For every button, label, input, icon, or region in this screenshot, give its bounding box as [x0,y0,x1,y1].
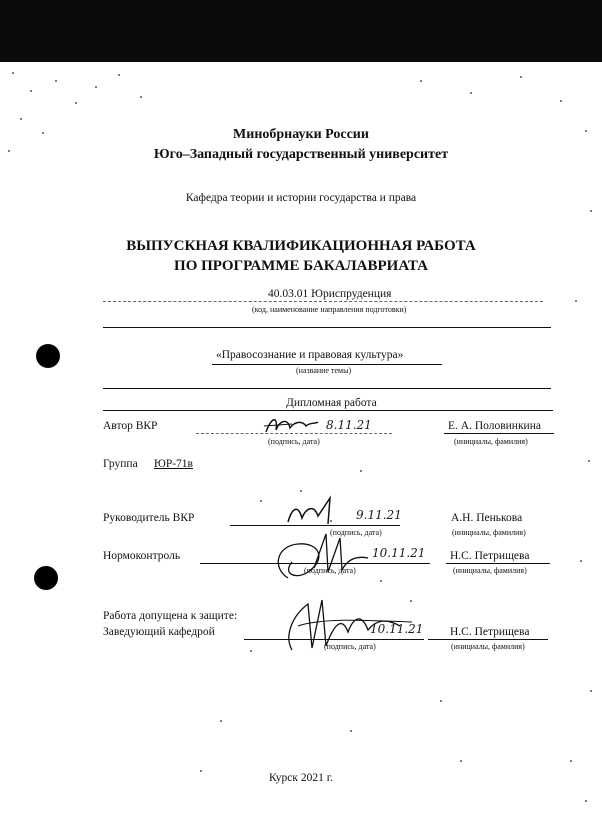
topic-value: «Правосознание и правовая культура» [216,349,404,361]
head-of-department-name: Н.С. Петрищева [450,626,530,638]
supervisor-label: Руководитель ВКР [103,512,195,524]
punch-hole-lower [34,566,58,590]
admission-label: Работа допущена к защите: [103,610,238,622]
document-title-line2: ПО ПРОГРАММЕ БАКАЛАВРИАТА [174,258,428,274]
document-title-line1: ВЫПУСКНАЯ КВАЛИФИКАЦИОННАЯ РАБОТА [126,238,476,254]
author-sign-caption: (подпись, дата) [268,437,320,446]
ministry-name: Минобрнауки России [233,127,369,142]
supervisor-signature [284,494,354,530]
program-value: 40.03.01 Юриспруденция [268,288,392,300]
scan-top-dark-edge [0,0,602,62]
normcontrol-name-caption: (инициалы, фамилия) [453,566,527,575]
normcontrol-name: Н.С. Петрищева [450,550,530,562]
work-type-underline [103,410,553,411]
author-name-line [444,433,554,434]
normcontrol-sign-caption: (подпись, дата) [304,566,356,575]
normcontrol-signature [268,528,378,588]
punch-hole-upper [36,344,60,368]
head-of-department-label: Заведующий кафедрой [103,626,215,638]
author-label: Автор ВКР [103,420,158,432]
author-sign-date: 8.11.21 [326,418,372,432]
normcontrol-label: Нормоконтроль [103,550,181,562]
university-name: Юго–Западный государственный университет [153,147,449,162]
admission-name-caption: (инициалы, фамилия) [451,642,525,651]
author-signature [262,414,322,438]
department-name: Кафедра теории и истории государства и права [185,192,417,204]
author-name: Е. А. Половинкина [448,420,541,432]
group-label: Группа [103,458,138,470]
normcontrol-name-line [446,563,550,564]
city-year: Курск 2021 г. [268,772,334,784]
supervisor-sign-date: 9.11.21 [356,508,402,522]
admission-sign-date: 10.11.21 [370,622,424,636]
program-underline [103,301,543,302]
program-caption: (код, наименование направления подготовки) [252,305,407,314]
admission-name-line [428,639,548,640]
supervisor-name-caption: (инициалы, фамилия) [452,528,526,537]
topic-caption: (название темы) [296,366,352,375]
supervisor-sign-caption: (подпись, дата) [330,528,382,537]
work-type: Дипломная работа [286,397,377,409]
admission-sign-caption: (подпись, дата) [324,642,376,651]
topic-underline [212,364,442,365]
supervisor-name: А.Н. Пенькова [451,512,523,524]
normcontrol-sign-date: 10.11.21 [372,546,426,560]
topic-line2 [103,388,551,389]
program-line2 [103,327,551,328]
group-value: ЮР-71в [154,458,193,470]
author-name-caption: (инициалы, фамилия) [454,437,528,446]
